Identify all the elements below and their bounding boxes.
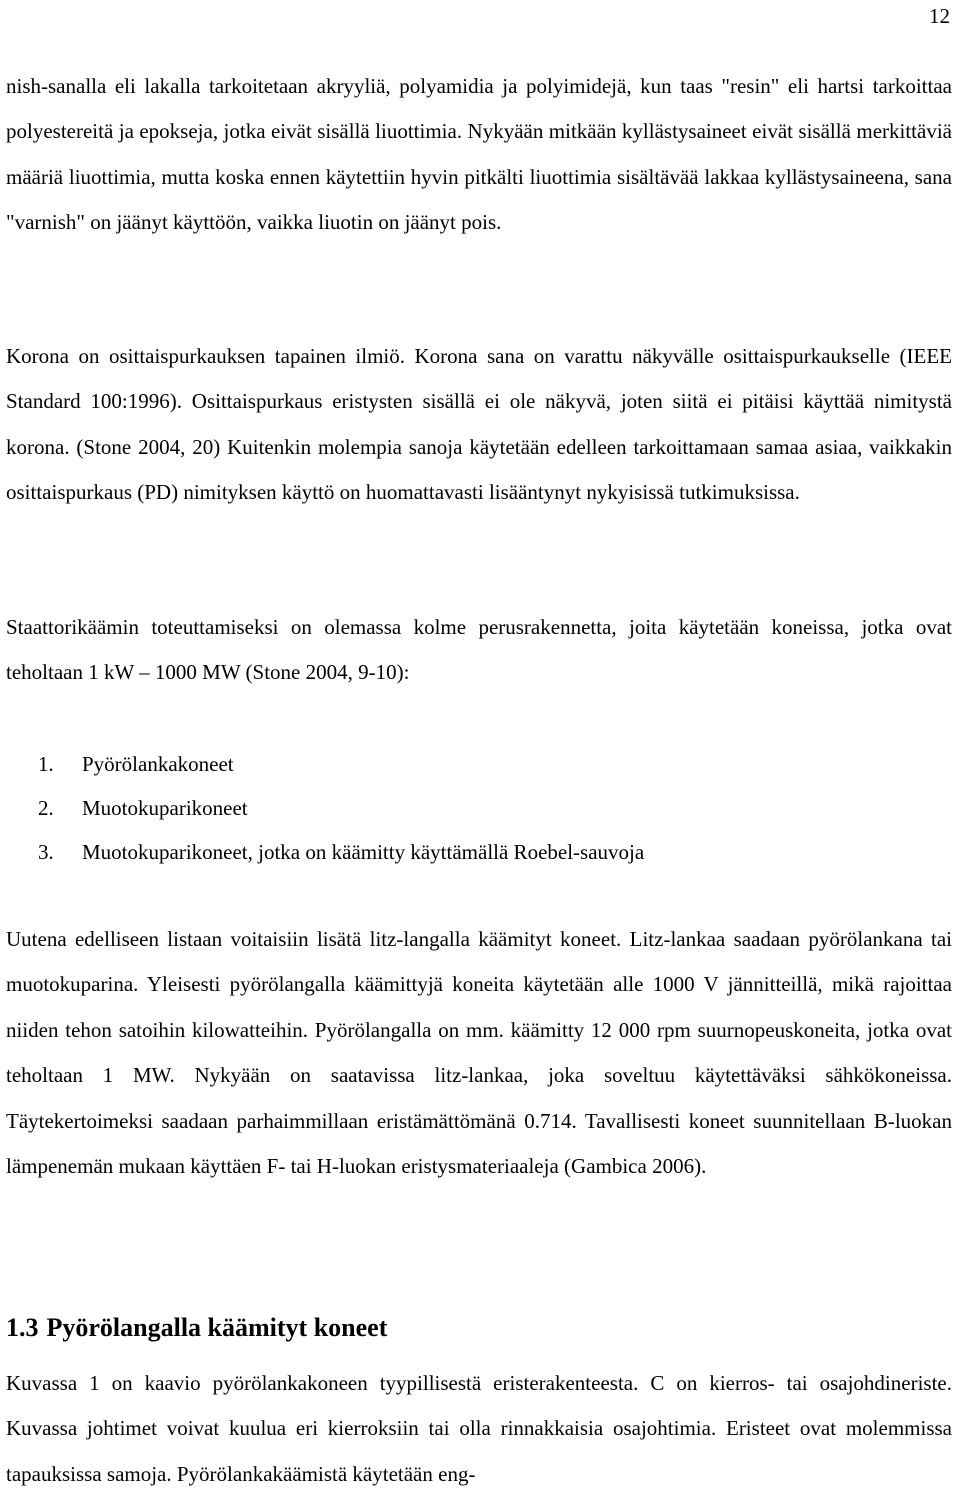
list-item-number: 1.	[38, 752, 54, 776]
list-item	[38, 786, 644, 830]
section-title: Pyörölangalla käämityt koneet	[46, 1313, 388, 1342]
list-item	[38, 830, 644, 874]
paragraph-varnish: nish-sanalla eli lakalla tarkoitetaan akryyliä, polyamidia ja polyimidejä, kun taas "resin" eli hartsi tarkoittaa polyestereitä ja epokseja, jotka eivät sisällä liuottimia. Nykyään mitkään kyllästysaineet eivät sisällä merkittäviä määriä liuottimia, mutta koska ennen käytettiin hyvin pitkälti liuottimia sisältävää lakkaa kyllästysaineena, sana "varnish" on jäänyt käyttöön, vaikka liuotin on jäänyt pois.	[6, 74, 952, 235]
list-item-text: Pyörölankakoneet	[82, 752, 234, 776]
list-item-number: 2.	[38, 796, 54, 820]
list-item	[38, 742, 644, 786]
list-item-text: Muotokuparikoneet, jotka on käämitty käyttämällä Roebel-sauvoja	[82, 840, 645, 864]
page-number: 12	[929, 4, 950, 28]
paragraph-litz: Uutena edelliseen listaan voitaisiin lisätä litz-langalla käämityt koneet. Litz-lankaa saadaan pyörölankana tai muotokuparina. Yleisesti pyörölangalla käämittyjä koneita käytetään alle 1000 V jännitteillä, mikä rajoittaa niiden tehon satoihin kilowatteihin. Pyörölangalla on mm. käämitty 12 000 rpm suurnopeuskoneita, jotka ovat teholtaan 1 MW. Nykyään on saatavissa litz-lankaa, joka soveltuu käytettäväksi sähkökoneissa. Täytekertoimeksi saadaan parhaimmillaan eristämättömänä 0.714. Tavallisesti koneet suunnitellaan B-luokan lämpenemän mukaan käyttäen F- tai H-luokan eristysmateriaaleja (Gambica 2006).	[6, 927, 952, 1179]
section-number: 1.3	[6, 1313, 39, 1342]
list-item-number: 3.	[38, 840, 54, 864]
section-heading	[6, 1310, 387, 1346]
paragraph-kuvassa: Kuvassa 1 on kaavio pyörölankakoneen tyypillisestä eristerakenteesta. C on kierros- tai osajohdineriste. Kuvassa johtimet voivat kuulua eri kierroksiin tai olla rinnakkaisia osajohtimia. Eristeet ovat molemmissa tapauksissa samoja. Pyörölankakäämistä käytetään eng-	[6, 1371, 952, 1486]
winding-types-list	[38, 742, 644, 874]
paragraph-staattorikaami: Staattorikäämin toteuttamiseksi on olemassa kolme perusrakennetta, joita käytetään koneissa, jotka ovat teholtaan 1 kW – 1000 MW (Stone 2004, 9-10):	[6, 615, 952, 685]
list-item-text: Muotokuparikoneet	[82, 796, 248, 820]
paragraph-korona: Korona on osittaispurkauksen tapainen ilmiö. Korona sana on varattu näkyvälle osittaispurkaukselle (IEEE Standard 100:1996). Osittaispurkaus eristysten sisällä ei ole näkyvä, joten siitä ei pitäisi käyttää nimitystä korona. (Stone 2004, 20) Kuitenkin molempia sanoja käytetään edelleen tarkoittamaan samaa asiaa, vaikkakin osittaispurkaus (PD) nimityksen käyttö on huomattavasti lisääntynyt nykyisissä tutkimuksissa.	[6, 344, 952, 505]
